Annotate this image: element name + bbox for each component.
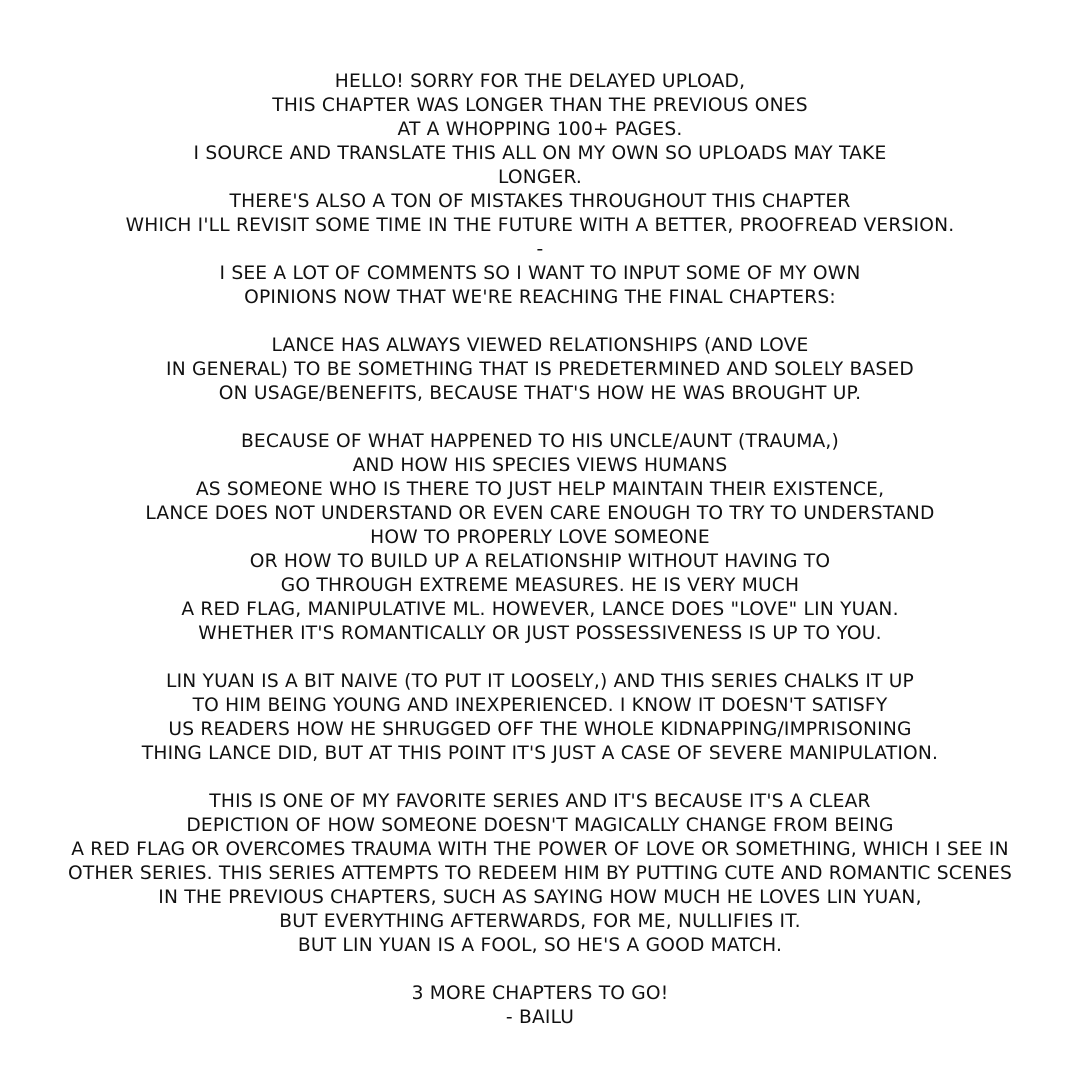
note-line: OR HOW TO BUILD UP A RELATIONSHIP WITHOUT HAVING TO (249, 551, 831, 572)
paragraph-gap (0, 406, 1080, 430)
note-line: AS SOMEONE WHO IS THERE TO JUST HELP MAINTAIN THEIR EXISTENCE, (195, 479, 885, 500)
note-line: WHICH I'LL REVISIT SOME TIME IN THE FUTURE WITH A BETTER, PROOFREAD VERSION. (125, 215, 955, 236)
paragraph-gap (0, 646, 1080, 670)
note-line: WHETHER IT'S ROMANTICALLY OR JUST POSSESSIVENESS IS UP TO YOU. (198, 623, 882, 644)
note-line: I SEE A LOT OF COMMENTS SO I WANT TO INPUT SOME OF MY OWN (219, 263, 861, 284)
note-line: LANCE HAS ALWAYS VIEWED RELATIONSHIPS (AND LOVE (271, 335, 809, 356)
note-line: LANCE DOES NOT UNDERSTAND OR EVEN CARE ENOUGH TO TRY TO UNDERSTAND (145, 503, 935, 524)
note-line: THING LANCE DID, BUT AT THIS POINT IT'S JUST A CASE OF SEVERE MANIPULATION. (141, 743, 939, 764)
note-line: IN GENERAL) TO BE SOMETHING THAT IS PREDETERMINED AND SOLELY BASED (166, 359, 914, 380)
note-line: LIN YUAN IS A BIT NAIVE (TO PUT IT LOOSELY,) AND THIS SERIES CHALKS IT UP (166, 671, 914, 692)
note-line: AND HOW HIS SPECIES VIEWS HUMANS (352, 455, 728, 476)
note-line: GO THROUGH EXTREME MEASURES. HE IS VERY MUCH (280, 575, 800, 596)
note-line: BUT EVERYTHING AFTERWARDS, FOR ME, NULLIFIES IT. (279, 911, 801, 932)
separator: - (536, 239, 544, 260)
note-line: HELLO! SORRY FOR THE DELAYED UPLOAD, (334, 71, 746, 92)
note-line: A RED FLAG, MANIPULATIVE ML. HOWEVER, LANCE DOES "LOVE" LIN YUAN. (181, 599, 899, 620)
paragraph-1 (0, 334, 1080, 406)
note-line: OTHER SERIES. THIS SERIES ATTEMPTS TO REDEEM HIM BY PUTTING CUTE AND ROMANTIC SCENES (67, 863, 1013, 884)
comments-intro-block (0, 262, 1080, 310)
paragraph-gap (0, 310, 1080, 334)
paragraph-4 (0, 790, 1080, 958)
note-line: LONGER. (497, 167, 583, 188)
note-line: BUT LIN YUAN IS A FOOL, SO HE'S A GOOD MATCH. (297, 935, 783, 956)
signature: - BAILU (505, 1007, 575, 1028)
note-line: ON USAGE/BENEFITS, BECAUSE THAT'S HOW HE WAS BROUGHT UP. (218, 383, 862, 404)
note-line: DEPICTION OF HOW SOMEONE DOESN'T MAGICALLY CHANGE FROM BEING (186, 815, 894, 836)
note-line: AT A WHOPPING 100+ PAGES. (397, 119, 683, 140)
paragraph-gap (0, 958, 1080, 982)
note-line: TO HIM BEING YOUNG AND INEXPERIENCED. I KNOW IT DOESN'T SATISFY (192, 695, 888, 716)
note-line: OPINIONS NOW THAT WE'RE REACHING THE FINAL CHAPTERS: (244, 287, 836, 308)
note-line: THIS CHAPTER WAS LONGER THAN THE PREVIOUS ONES (272, 95, 808, 116)
paragraph-gap (0, 766, 1080, 790)
paragraph-3 (0, 670, 1080, 766)
intro-block (0, 70, 1080, 238)
note-line: A RED FLAG OR OVERCOMES TRAUMA WITH THE POWER OF LOVE OR SOMETHING, WHICH I SEE IN (71, 839, 1009, 860)
note-line: BECAUSE OF WHAT HAPPENED TO HIS UNCLE/AUNT (TRAUMA,) (240, 431, 840, 452)
translator-note (0, 70, 1080, 1030)
note-line: THIS IS ONE OF MY FAVORITE SERIES AND IT'S BECAUSE IT'S A CLEAR (209, 791, 871, 812)
closing-line: 3 MORE CHAPTERS TO GO! (411, 983, 669, 1004)
note-line: HOW TO PROPERLY LOVE SOMEONE (370, 527, 710, 548)
note-line: US READERS HOW HE SHRUGGED OFF THE WHOLE KIDNAPPING/IMPRISONING (168, 719, 912, 740)
note-line: IN THE PREVIOUS CHAPTERS, SUCH AS SAYING HOW MUCH HE LOVES LIN YUAN, (158, 887, 922, 908)
note-line: THERE'S ALSO A TON OF MISTAKES THROUGHOUT THIS CHAPTER (229, 191, 851, 212)
paragraph-2 (0, 430, 1080, 646)
note-line: I SOURCE AND TRANSLATE THIS ALL ON MY OWN SO UPLOADS MAY TAKE (193, 143, 887, 164)
